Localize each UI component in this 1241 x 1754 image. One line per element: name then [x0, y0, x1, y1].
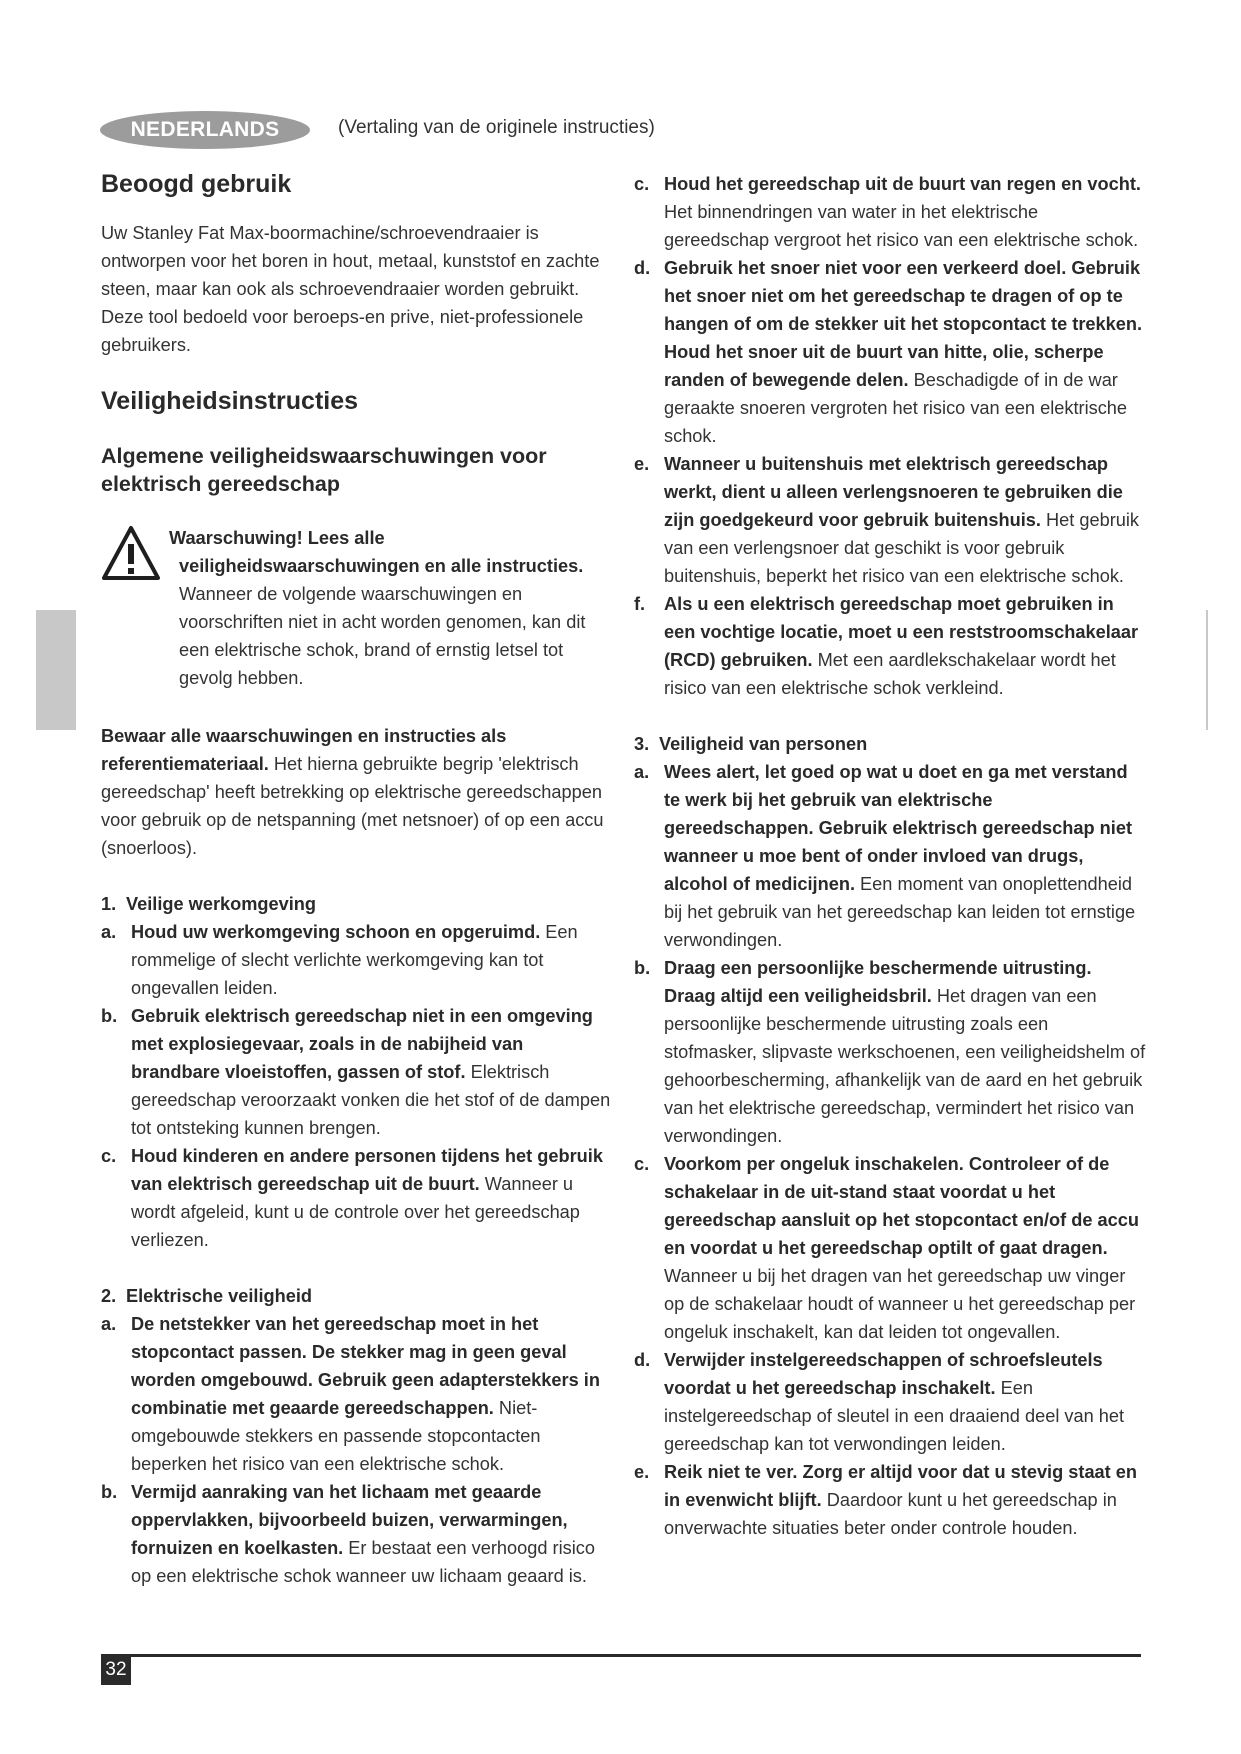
keep-instructions-bold: Bewaar alle waarschuwingen en instructies als referentiemateriaal. — [101, 726, 507, 774]
list-item: b. Draag een persoonlijke beschermende uitrusting. Draag altijd een veiligheidsbril. Het dragen van een persoonlijke beschermende uitrusting zoals een stofmasker, slipvaste werkschoenen, een veiligheidshelm of gehoorbescherming, afhankelijk van de aard en het gebruik van het elektrische gereedschap, vermindert het risico van verwondingen. — [634, 958, 1146, 1146]
intended-use-text: Uw Stanley Fat Max-boormachine/schroevendraaier is ontworpen voor het boren in hout, metaal, kunststof en zachte steen, maar kan ook als schroevendraaier worden gebruikt. Deze tool bedoeld voor beroeps-en prive, niet-professionele gebruikers. — [101, 223, 600, 355]
keep-instructions-paragraph — [101, 722, 611, 862]
list-item: a. De netstekker van het gereedschap moet in het stopcontact passen. De stekker mag in geen geval worden omgebouwd. Gebruik geen adapterstekkers in combinatie met geaarde gereedschappen. Niet-omgebouwde stekkers en passende stopcontacten beperken het risico van een elektrische schok. — [101, 1314, 600, 1474]
warning-text: Wanneer de volgende waarschuwingen en voorschriften niet in acht worden genomen, kan dit een elektrische schok, brand of ernstig letsel tot gevolg hebben. — [179, 584, 586, 688]
language-badge: NEDERLANDS — [100, 111, 310, 149]
translation-note: (Vertaling van de originele instructies) — [338, 117, 655, 138]
warning-title: Waarschuwing! Lees alle — [169, 528, 385, 548]
list-item: d. Verwijder instelgereedschappen of schroefsleutels voordat u het gereedschap inschakelt. Een instelgereedschap of sleutel in een draaiend deel van het gereedschap kan tot verwondingen leiden. — [634, 1350, 1125, 1454]
section-2-title: Elektrische veiligheid — [126, 1286, 312, 1306]
section-3-title: Veiligheid van personen — [659, 734, 868, 754]
list-item: a. Houd uw werkomgeving schoon en opgeruimd. Een rommelige of slecht verlichte werkomgeving kan tot ongevallen leiden. — [101, 922, 578, 998]
list-item: b. Vermijd aanraking van het lichaam met geaarde oppervlakken, bijvoorbeeld buizen, verwarmingen, fornuizen en koelkasten. Er bestaat een verhoogd risico op een elektrische schok wanneer uw lichaam geaard is. — [101, 1482, 595, 1586]
list-item: f. Als u een elektrisch gereedschap moet gebruiken in een vochtige locatie, moet u een reststroomschakelaar (RCD) gebruiken. Met een aardlekschakelaar wordt het risico van een elektrische schok verkleind. — [634, 594, 1139, 698]
section-2-number: 2. — [101, 1286, 117, 1306]
section-2-heading — [101, 1282, 611, 1310]
list-item: e. Wanneer u buitenshuis met elektrisch gereedschap werkt, dient u alleen verlengsnoeren te gebruiken die zijn goedgekeurd voor gebruik buitenshuis. Het gebruik van een verlengsnoer dat geschikt is voor gebruik buitenshuis, beperkt het risico van een elektrische schok. — [634, 454, 1139, 586]
intended-use-heading: Beoogd gebruik — [101, 170, 292, 198]
section-1-heading — [101, 890, 611, 918]
warning-subtitle: veiligheidswaarschuwingen en alle instructies. — [179, 556, 584, 576]
section-1-title: Veilige werkomgeving — [126, 894, 317, 914]
list-item: c. Houd het gereedschap uit de buurt van regen en vocht. Het binnendringen van water in het elektrische gereedschap vergroot het risico van een elektrische schok. — [634, 174, 1141, 250]
footer-rule — [101, 1654, 1141, 1657]
page-number: 32 — [101, 1655, 131, 1685]
section-1-number: 1. — [101, 894, 117, 914]
side-edge-marker — [1206, 610, 1208, 730]
left-column — [101, 170, 611, 1590]
safety-heading: Veiligheidsinstructies — [101, 387, 359, 415]
list-item: c. Houd kinderen en andere personen tijdens het gebruik van elektrisch gereedschap uit de buurt. Wanneer u wordt afgeleid, kunt u de controle over het gereedschap verliezen. — [101, 1146, 603, 1250]
section-3-number: 3. — [634, 734, 650, 754]
list-item: c. Voorkom per ongeluk inschakelen. Controleer of de schakelaar in de uit-stand staat voordat u het gereedschap aansluit op het stopcontact en/of de accu en voordat u het gereedschap optilt of gaat dragen. Wanneer u bij het dragen van het gereedschap uw vinger op de schakelaar houdt of wanneer u het gereedschap per ongeluk inschakelt, kan dat leiden tot ongevallen. — [634, 1154, 1139, 1342]
warning-block — [101, 524, 611, 692]
list-item: d. Gebruik het snoer niet voor een verkeerd doel. Gebruik het snoer niet om het gereedschap te dragen of op te hangen of om de stekker uit het stopcontact te trekken. Houd het snoer uit de buurt van hitte, olie, scherpe randen of bewegende delen. Beschadigde of in de war geraakte snoeren vergroten het risico van een elektrische schok. — [634, 258, 1143, 446]
list-item: b. Gebruik elektrisch gereedschap niet in een omgeving met explosiegevaar, zoals in de nabijheid van brandbare vloeistoffen, gassen of stof. Elektrisch gereedschap veroorzaakt vonken die het stof of de dampen tot ontsteking kunnen brengen. — [101, 1006, 611, 1138]
warning-triangle-icon — [101, 524, 161, 582]
section-3-heading — [634, 730, 1146, 758]
side-tab-marker — [36, 610, 76, 730]
keep-instructions-text: Het hierna gebruikte begrip 'elektrisch gereedschap' heeft betrekking op elektrische gereedschappen voor gebruik op de netspanning (met netsnoer) of op een accu (snoerloos). — [101, 754, 604, 858]
right-column — [634, 170, 1146, 1542]
general-warnings-heading: Algemene veiligheidswaarschuwingen voor elektrisch gereedschap — [101, 444, 547, 496]
list-item: a. Wees alert, let goed op wat u doet en ga met verstand te werk bij het gebruik van elektrische gereedschappen. Gebruik elektrisch gereedschap niet wanneer u moe bent of onder invloed van drugs, alcohol of medicijnen. Een moment van onoplettendheid bij het gebruik van het gereedschap kan leiden tot ernstige verwondingen. — [634, 762, 1136, 950]
list-item: e. Reik niet te ver. Zorg er altijd voor dat u stevig staat en in evenwicht blijft. Daardoor kunt u het gereedschap in onverwachte situaties beter onder controle houden. — [634, 1462, 1138, 1538]
